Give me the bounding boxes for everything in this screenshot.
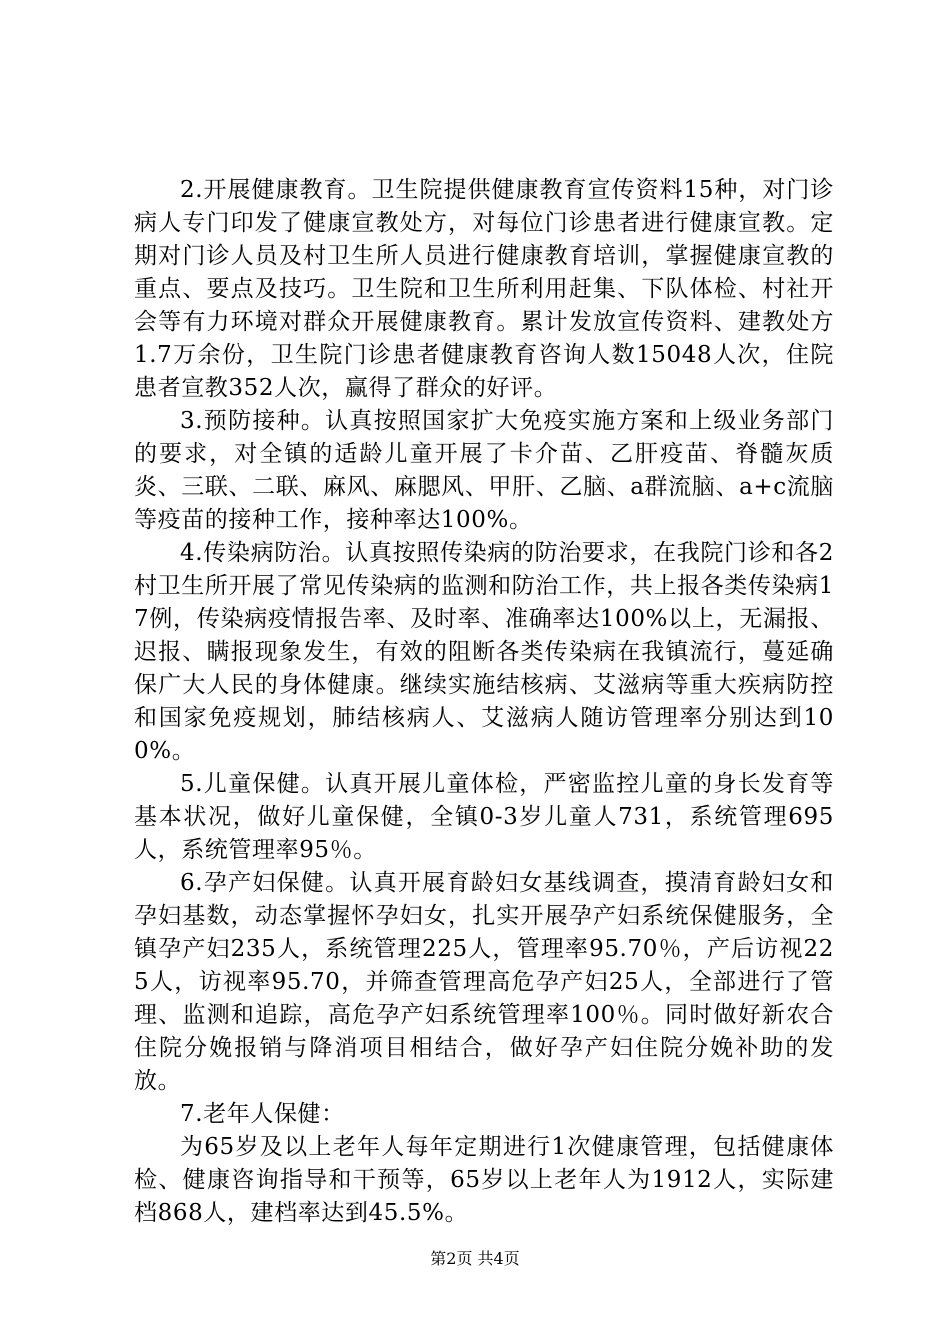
paragraph-elderly-health-heading: 7.老年人保健：	[180, 1101, 345, 1127]
paragraph-health-education: 2.开展健康教育。卫生院提供健康教育宣传资料15种，对门诊病人专门印发了健康宣教处方，对每位门诊患者进行健康宣教。定期对门诊人员及村卫生所人员进行健康教育培训，掌握健康宣教的重点、要点及技巧。卫生院和卫生所利用赶集、下队体检、村社开会等有力环境对群众开展健康教育。累计发放宣传资料、建教处方1.7万余份，卫生院门诊患者健康教育咨询人数15048人次，住院患者宣教352人次，赢得了群众的好评。	[134, 177, 834, 401]
paragraph-vaccination: 3.预防接种。认真按照国家扩大免疫实施方案和上级业务部门的要求，对全镇的适龄儿童开展了卡介苗、乙肝疫苗、脊髓灰质炎、三联、二联、麻风、麻腮风、甲肝、乙脑、a群流脑、a+c流脑等疫苗的接种工作，接种率达100%。	[134, 408, 834, 533]
paragraph-infectious-disease: 4.传染病防治。认真按照传染病的防治要求，在我院门诊和各2村卫生所开展了常见传染病的监测和防治工作，共上报各类传染病17例，传染病疫情报告率、及时率、准确率达100%以上，无漏报、迟报、瞒报现象发生，有效的阻断各类传染病在我镇流行，蔓延确保广大人民的身体健康。继续实施结核病、艾滋病等重大疾病防控和国家免疫规划，肺结核病人、艾滋病人随访管理率分别达到100%。	[134, 540, 834, 764]
document-body	[134, 174, 834, 1230]
paragraph-child-health: 5.儿童保健。认真开展儿童体检，严密监控儿童的身长发育等基本状况，做好儿童保健，全镇0-3岁儿童人731，系统管理695人，系统管理率95％。	[134, 771, 834, 863]
paragraph-maternal-health: 6.孕产妇保健。认真开展育龄妇女基线调查，摸清育龄妇女和孕妇基数，动态掌握怀孕妇女，扎实开展孕产妇系统保健服务，全镇孕产妇235人，系统管理225人，管理率95.70％，产后访视225人，访视率95.70，并筛查管理高危孕产妇25人，全部进行了管理、监测和追踪，高危孕产妇系统管理率100％。同时做好新农合住院分娩报销与降消项目相结合，做好孕产妇住院分娩补助的发放。	[134, 870, 834, 1094]
page-footer: 第2页 共4页	[430, 1249, 520, 1268]
paragraph-elderly-health: 为65岁及以上老年人每年定期进行1次健康管理，包括健康体检、健康咨询指导和干预等，65岁以上老年人为1912人，实际建档868人，建档率达到45.5%。	[134, 1134, 834, 1226]
